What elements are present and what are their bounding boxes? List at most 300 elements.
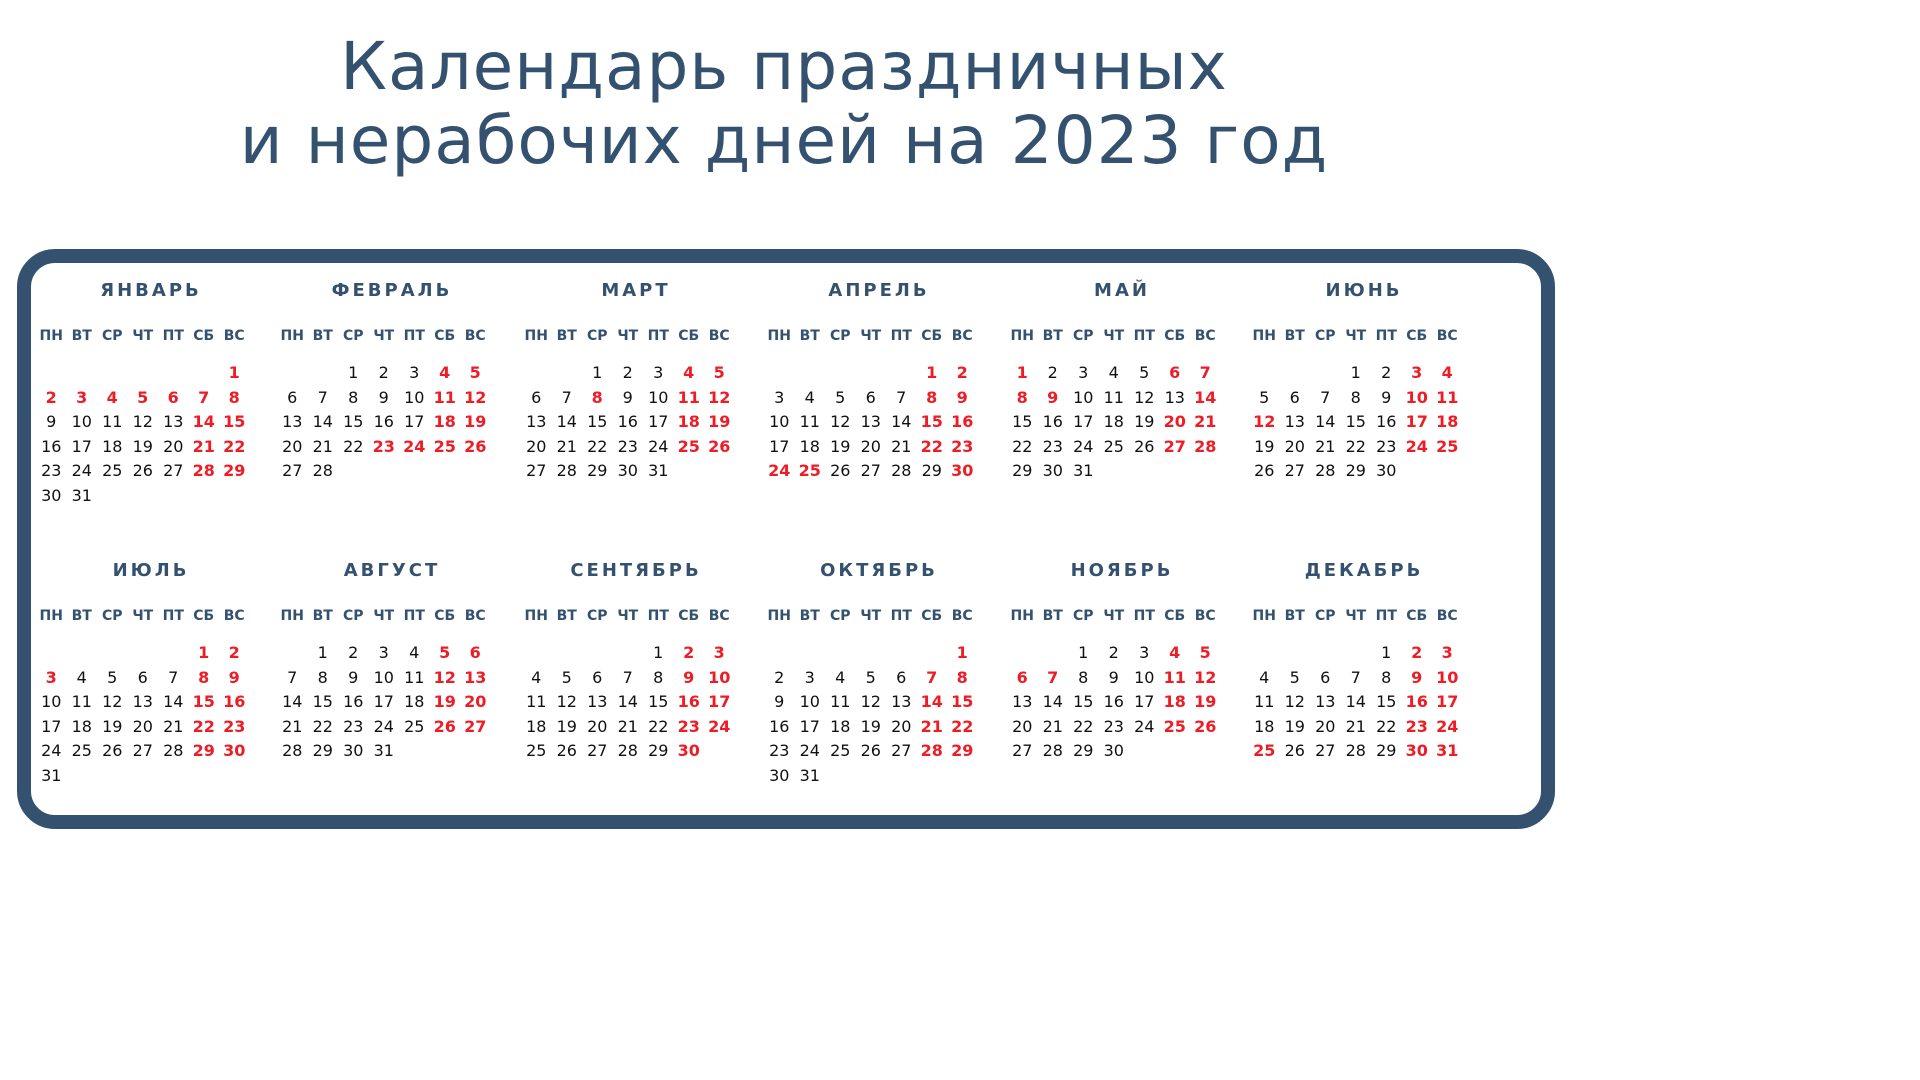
work-day: 25 — [404, 716, 425, 736]
holiday-day: 9 — [683, 667, 695, 687]
work-day: 11 — [102, 412, 123, 432]
work-day: 21 — [1345, 716, 1366, 736]
work-day: 28 — [1345, 741, 1366, 761]
work-day: 18 — [404, 692, 425, 712]
weekday-header: ВТ — [1284, 608, 1305, 624]
holiday-day: 5 — [1199, 643, 1211, 662]
work-day: 13 — [587, 692, 608, 712]
holiday-day: 29 — [951, 741, 974, 761]
work-day: 3 — [1078, 363, 1089, 382]
weekday-header: ВТ — [312, 328, 333, 344]
work-day: 17 — [648, 412, 669, 432]
weekday-header: ПН — [1010, 328, 1034, 344]
work-day: 10 — [1134, 667, 1155, 687]
work-day: 20 — [587, 716, 608, 736]
work-day: 8 — [653, 667, 664, 687]
work-day: 17 — [404, 412, 425, 432]
holiday-day: 10 — [708, 667, 731, 687]
work-day: 26 — [556, 741, 577, 761]
empty-cell — [1038, 641, 1069, 666]
work-day: 27 — [526, 461, 547, 481]
month-name: НОЯБРЬ — [1070, 560, 1174, 581]
empty-cell — [1280, 641, 1311, 666]
weekday-header: СР — [342, 608, 364, 624]
weekday-header: СБ — [1164, 608, 1186, 624]
work-day: 8 — [1381, 667, 1392, 687]
work-day: 23 — [769, 741, 790, 761]
weekday-header: ВТ — [556, 608, 577, 624]
work-day: 20 — [163, 436, 184, 456]
work-day: 6 — [865, 387, 876, 407]
work-day: 10 — [404, 387, 425, 407]
holiday-day: 6 — [1016, 667, 1028, 687]
work-day: 9 — [1108, 667, 1119, 687]
work-day: 21 — [163, 716, 184, 736]
weekday-header: СР — [101, 608, 123, 624]
work-day: 6 — [531, 387, 542, 407]
work-day: 24 — [41, 741, 62, 761]
holiday-day: 5 — [469, 363, 481, 382]
empty-cell — [582, 641, 613, 666]
empty-cell — [825, 641, 856, 666]
holiday-day: 30 — [1405, 741, 1428, 761]
work-day: 10 — [648, 387, 669, 407]
weekday-header: СР — [1072, 328, 1094, 344]
weekday-header: ПТ — [1375, 608, 1397, 624]
holiday-day: 8 — [1016, 387, 1028, 407]
work-day: 19 — [1254, 436, 1275, 456]
weekday-header: ЧТ — [1103, 328, 1125, 344]
weekday-header: СБ — [434, 328, 456, 344]
work-day: 19 — [102, 716, 123, 736]
work-day: 29 — [648, 741, 669, 761]
holiday-day: 26 — [1194, 716, 1217, 736]
work-day: 29 — [1012, 461, 1033, 481]
weekday-header: ЧТ — [860, 608, 882, 624]
work-day: 30 — [1042, 461, 1063, 481]
weekday-header: ВС — [1194, 608, 1216, 624]
month-block — [277, 559, 507, 764]
empty-cell — [67, 361, 98, 386]
work-day: 15 — [1376, 692, 1397, 712]
work-day: 4 — [1108, 363, 1119, 382]
weekday-header: ВТ — [312, 608, 333, 624]
work-day: 13 — [1315, 692, 1336, 712]
holiday-day: 10 — [1436, 667, 1459, 687]
work-day: 7 — [1350, 667, 1361, 687]
work-day: 26 — [102, 741, 123, 761]
work-day: 4 — [409, 643, 420, 662]
work-day: 28 — [556, 461, 577, 481]
weekday-header: ЧТ — [132, 608, 154, 624]
work-day: 24 — [71, 461, 92, 481]
weekday-header: ПН — [280, 328, 304, 344]
weekday-header: СР — [1072, 608, 1094, 624]
month-name: МАЙ — [1094, 280, 1150, 301]
weekday-header: СР — [586, 608, 608, 624]
holiday-day: 30 — [951, 461, 974, 481]
work-day: 23 — [1042, 436, 1063, 456]
work-day: 3 — [1139, 643, 1150, 662]
holiday-day: 18 — [1163, 692, 1186, 712]
weekday-header: СБ — [193, 328, 215, 344]
work-day: 14 — [617, 692, 638, 712]
work-day: 16 — [41, 436, 62, 456]
work-day: 7 — [561, 387, 572, 407]
holiday-day: 11 — [1163, 667, 1186, 687]
holiday-day: 28 — [920, 741, 943, 761]
work-day: 20 — [860, 436, 881, 456]
work-day: 21 — [617, 716, 638, 736]
work-day: 30 — [617, 461, 638, 481]
work-day: 23 — [617, 436, 638, 456]
holiday-day: 23 — [677, 716, 700, 736]
work-day: 28 — [282, 741, 303, 761]
work-day: 28 — [891, 461, 912, 481]
work-day: 17 — [1134, 692, 1155, 712]
holiday-day: 12 — [708, 387, 731, 407]
work-day: 8 — [348, 387, 359, 407]
weekday-header: ВТ — [799, 608, 820, 624]
weekday-header: ПН — [280, 608, 304, 624]
holiday-day: 22 — [951, 716, 974, 736]
work-day: 5 — [835, 387, 846, 407]
work-day: 31 — [799, 765, 820, 785]
empty-cell — [1249, 641, 1280, 666]
empty-cell — [36, 361, 67, 386]
holiday-day: 19 — [464, 412, 487, 432]
work-day: 18 — [102, 436, 123, 456]
weekday-header: СБ — [678, 328, 700, 344]
work-day: 30 — [41, 485, 62, 505]
holiday-day: 6 — [469, 643, 481, 662]
weekday-header: ВТ — [1284, 328, 1305, 344]
work-day: 25 — [526, 741, 547, 761]
holiday-day: 7 — [1199, 363, 1211, 382]
holiday-day: 12 — [464, 387, 487, 407]
work-day: 18 — [830, 716, 851, 736]
holiday-day: 31 — [1436, 741, 1459, 761]
work-day: 30 — [769, 765, 790, 785]
month-block — [1007, 559, 1237, 764]
weekday-header: ВТ — [1042, 608, 1063, 624]
work-day: 6 — [896, 667, 907, 687]
work-day: 17 — [373, 692, 394, 712]
weekday-header: ВТ — [1042, 328, 1063, 344]
holiday-day: 8 — [591, 387, 603, 407]
work-day: 3 — [774, 387, 785, 407]
work-day: 11 — [830, 692, 851, 712]
holiday-day: 21 — [1194, 412, 1217, 432]
work-day: 13 — [1164, 387, 1185, 407]
empty-cell — [277, 361, 308, 386]
empty-cell — [552, 641, 583, 666]
work-day: 22 — [648, 716, 669, 736]
work-day: 14 — [163, 692, 184, 712]
month-block — [764, 559, 994, 789]
month-grid — [521, 325, 751, 484]
work-day: 27 — [891, 741, 912, 761]
weekday-header: ВС — [223, 328, 245, 344]
work-day: 26 — [1134, 436, 1155, 456]
work-day: 7 — [317, 387, 328, 407]
work-day: 11 — [526, 692, 547, 712]
work-day: 2 — [1108, 643, 1119, 662]
month-block — [277, 279, 507, 484]
work-day: 27 — [282, 461, 303, 481]
holiday-day: 10 — [1405, 387, 1428, 407]
holiday-day: 18 — [1436, 412, 1459, 432]
holiday-day: 2 — [956, 363, 968, 382]
weekday-header: СБ — [921, 328, 943, 344]
month-grid — [764, 325, 994, 484]
empty-cell — [308, 361, 339, 386]
work-day: 5 — [561, 667, 572, 687]
work-day: 22 — [1073, 716, 1094, 736]
work-day: 10 — [373, 667, 394, 687]
holiday-day: 26 — [464, 436, 487, 456]
holiday-day: 25 — [433, 436, 456, 456]
weekday-header: ЧТ — [373, 328, 395, 344]
holiday-day: 16 — [677, 692, 700, 712]
weekday-header: ПН — [39, 608, 63, 624]
work-day: 29 — [1376, 741, 1397, 761]
holiday-day: 15 — [951, 692, 974, 712]
empty-cell — [1007, 641, 1038, 666]
work-day: 26 — [860, 741, 881, 761]
work-day: 29 — [1345, 461, 1366, 481]
holiday-day: 13 — [464, 667, 487, 687]
work-day: 3 — [409, 363, 420, 382]
holiday-day: 9 — [228, 667, 240, 687]
work-day: 5 — [1139, 363, 1150, 382]
work-day: 20 — [1284, 436, 1305, 456]
month-grid — [277, 605, 507, 764]
work-day: 10 — [41, 692, 62, 712]
work-day: 22 — [1345, 436, 1366, 456]
work-day: 27 — [1315, 741, 1336, 761]
holiday-day: 4 — [439, 363, 451, 382]
weekday-header: ВТ — [71, 328, 92, 344]
work-day: 20 — [526, 436, 547, 456]
empty-cell — [158, 641, 189, 666]
work-day: 8 — [317, 667, 328, 687]
month-name: МАРТ — [601, 280, 671, 301]
weekday-header: ПТ — [890, 608, 912, 624]
weekday-header: ВС — [1194, 328, 1216, 344]
work-day: 15 — [1345, 412, 1366, 432]
holiday-day: 9 — [956, 387, 968, 407]
holiday-day: 2 — [228, 643, 240, 662]
work-day: 9 — [348, 667, 359, 687]
month-grid — [1249, 325, 1479, 484]
work-day: 9 — [46, 412, 57, 432]
weekday-header: СБ — [1164, 328, 1186, 344]
work-day: 25 — [102, 461, 123, 481]
work-day: 29 — [312, 741, 333, 761]
work-day: 7 — [287, 667, 298, 687]
work-day: 4 — [76, 667, 87, 687]
holiday-day: 4 — [683, 363, 695, 382]
work-day: 18 — [71, 716, 92, 736]
empty-cell — [886, 641, 917, 666]
work-day: 21 — [1315, 436, 1336, 456]
weekday-header: ПН — [1252, 608, 1276, 624]
work-day: 13 — [860, 412, 881, 432]
work-day: 27 — [163, 461, 184, 481]
holiday-day: 14 — [1194, 387, 1217, 407]
holiday-day: 5 — [713, 363, 725, 382]
work-day: 10 — [71, 412, 92, 432]
work-day: 6 — [137, 667, 148, 687]
holiday-day: 11 — [433, 387, 456, 407]
holiday-day: 17 — [1436, 692, 1459, 712]
work-day: 1 — [1350, 363, 1361, 382]
weekday-header: ПН — [767, 328, 791, 344]
weekday-header: СР — [101, 328, 123, 344]
empty-cell — [67, 641, 98, 666]
holiday-day: 29 — [192, 741, 215, 761]
work-day: 17 — [769, 436, 790, 456]
weekday-header: ВС — [708, 608, 730, 624]
page-title — [0, 30, 1568, 178]
work-day: 25 — [830, 741, 851, 761]
work-day: 19 — [1134, 412, 1155, 432]
work-day: 5 — [107, 667, 118, 687]
work-day: 14 — [312, 412, 333, 432]
weekday-header: ВС — [1436, 328, 1458, 344]
holiday-day: 15 — [192, 692, 215, 712]
work-day: 1 — [1078, 643, 1089, 662]
holiday-day: 25 — [798, 461, 821, 481]
empty-cell — [856, 641, 887, 666]
work-day: 26 — [830, 461, 851, 481]
work-day: 14 — [891, 412, 912, 432]
month-block — [521, 559, 751, 764]
work-day: 18 — [526, 716, 547, 736]
holiday-day: 17 — [1405, 412, 1428, 432]
month-name: ИЮЛЬ — [112, 560, 190, 581]
holiday-day: 24 — [708, 716, 731, 736]
holiday-day: 8 — [956, 667, 968, 687]
month-grid — [1007, 605, 1237, 764]
holiday-day: 2 — [45, 387, 57, 407]
work-day: 13 — [526, 412, 547, 432]
work-day: 11 — [1254, 692, 1275, 712]
empty-cell — [1249, 361, 1280, 386]
work-day: 16 — [1042, 412, 1063, 432]
weekday-header: ЧТ — [373, 608, 395, 624]
work-day: 6 — [592, 667, 603, 687]
work-day: 11 — [404, 667, 425, 687]
weekday-header: ПН — [39, 328, 63, 344]
work-day: 15 — [1073, 692, 1094, 712]
work-day: 2 — [378, 363, 389, 382]
holiday-day: 15 — [223, 412, 246, 432]
work-day: 10 — [1073, 387, 1094, 407]
work-day: 16 — [769, 716, 790, 736]
work-day: 9 — [774, 692, 785, 712]
work-day: 23 — [1376, 436, 1397, 456]
work-day: 19 — [132, 436, 153, 456]
work-day: 22 — [1376, 716, 1397, 736]
empty-cell — [521, 641, 552, 666]
holiday-day: 20 — [1163, 412, 1186, 432]
holiday-day: 23 — [1405, 716, 1428, 736]
weekday-header: СБ — [434, 608, 456, 624]
empty-cell — [1310, 641, 1341, 666]
work-day: 4 — [804, 387, 815, 407]
month-name: АВГУСТ — [343, 560, 441, 581]
month-block — [521, 279, 751, 484]
weekday-header: ВС — [708, 328, 730, 344]
work-day: 22 — [343, 436, 364, 456]
work-day: 13 — [891, 692, 912, 712]
work-day: 26 — [1284, 741, 1305, 761]
work-day: 7 — [622, 667, 633, 687]
work-day: 7 — [168, 667, 179, 687]
holiday-day: 1 — [956, 643, 968, 662]
weekday-header: СР — [342, 328, 364, 344]
work-day: 22 — [312, 716, 333, 736]
work-day: 20 — [282, 436, 303, 456]
work-day: 25 — [71, 741, 92, 761]
empty-cell — [825, 361, 856, 386]
weekday-header: ЧТ — [617, 608, 639, 624]
weekday-header: ЧТ — [132, 328, 154, 344]
weekday-header: СР — [586, 328, 608, 344]
work-day: 1 — [1381, 643, 1392, 662]
work-day: 30 — [343, 741, 364, 761]
month-grid — [36, 605, 266, 789]
empty-cell — [856, 361, 887, 386]
work-day: 16 — [343, 692, 364, 712]
work-day: 31 — [373, 741, 394, 761]
empty-cell — [1280, 361, 1311, 386]
weekday-header: ВС — [951, 608, 973, 624]
work-day: 3 — [804, 667, 815, 687]
month-name: ИЮНЬ — [1325, 280, 1403, 301]
work-day: 5 — [865, 667, 876, 687]
month-name: ЯНВАРЬ — [100, 280, 202, 301]
work-day: 13 — [132, 692, 153, 712]
weekday-header: ВС — [951, 328, 973, 344]
work-day: 6 — [1320, 667, 1331, 687]
month-name: СЕНТЯБРЬ — [570, 560, 702, 581]
work-day: 16 — [373, 412, 394, 432]
holiday-day: 11 — [677, 387, 700, 407]
empty-cell — [36, 641, 67, 666]
holiday-day: 21 — [920, 716, 943, 736]
weekday-header: ПТ — [890, 328, 912, 344]
weekday-header: ВТ — [556, 328, 577, 344]
work-day: 21 — [312, 436, 333, 456]
work-day: 24 — [1073, 436, 1094, 456]
empty-cell — [552, 361, 583, 386]
holiday-day: 14 — [920, 692, 943, 712]
holiday-day: 30 — [677, 741, 700, 761]
month-block — [764, 279, 994, 484]
empty-cell — [97, 641, 128, 666]
work-day: 12 — [1134, 387, 1155, 407]
month-grid — [521, 605, 751, 764]
work-day: 9 — [622, 387, 633, 407]
work-day: 20 — [1315, 716, 1336, 736]
work-day: 14 — [1042, 692, 1063, 712]
empty-cell — [189, 361, 220, 386]
holiday-day: 8 — [228, 387, 240, 407]
work-day: 11 — [71, 692, 92, 712]
